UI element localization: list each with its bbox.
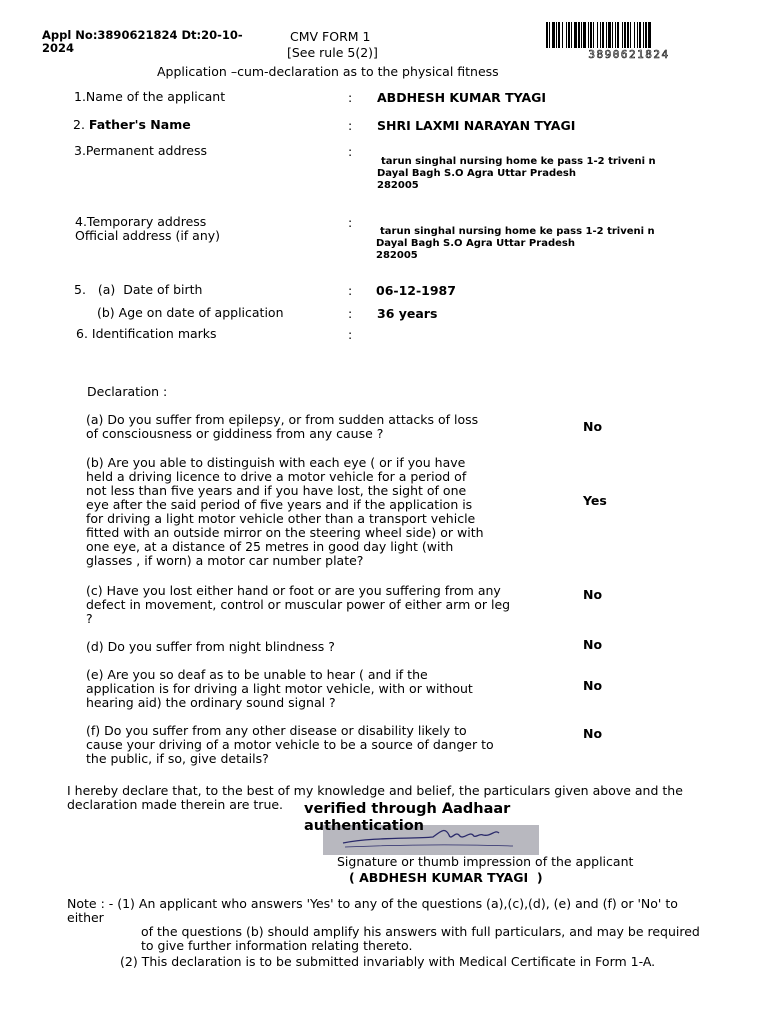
- question-c: (c) Have you lost either hand or foot or are you suffering from any defect in movement, control or muscular power of either arm or leg ?: [86, 583, 511, 626]
- temporary-address-label-text: 4.Temporary address: [75, 214, 207, 229]
- official-address-label: Official address (if any): [75, 228, 221, 243]
- permanent-address-label: 3.Permanent address: [74, 143, 207, 158]
- colon: :: [348, 90, 353, 105]
- identification-marks-label: 6. Identification marks: [76, 326, 217, 341]
- colon: :: [348, 283, 353, 298]
- colon: :: [348, 306, 353, 321]
- father-label-text: Father's Name: [88, 117, 191, 132]
- barcode-icon: [544, 22, 714, 60]
- answer-d: No: [583, 637, 603, 652]
- answer-a: No: [583, 419, 603, 434]
- dob-label: 5. (a) Date of birth: [74, 282, 203, 297]
- form-subtitle: Application –cum-declaration as to the physical fitness: [157, 64, 499, 79]
- barcode-number: 3890621824: [588, 48, 670, 60]
- colon: :: [348, 327, 353, 342]
- verified-text: verified through Aadhaar authentication: [304, 801, 511, 834]
- signature-caption: Signature or thumb impression of the applicant: [337, 854, 634, 869]
- signature-name: ( ABDHESH KUMAR TYAGI ): [349, 870, 543, 885]
- age-label: (b) Age on date of application: [97, 305, 284, 320]
- address-line: 282005: [377, 180, 419, 191]
- barcode: [544, 22, 714, 60]
- colon: :: [348, 144, 353, 159]
- note-1: Note : - (1) An applicant who answers 'Yes' to any of the questions (a),(c),(d), (e) and (f) or 'No' to either: [67, 896, 678, 925]
- form-title: CMV FORM 1: [290, 29, 371, 44]
- father-label: [73, 118, 191, 132]
- address-line: Dayal Bagh S.O Agra Uttar Pradesh: [377, 168, 576, 179]
- answer-c: No: [583, 587, 603, 602]
- question-e: (e) Are you so deaf as to be unable to hear ( and if the application is for driving a light motor vehicle, with or without hearing aid) the ordinary sound signal ?: [86, 667, 473, 710]
- question-a: (a) Do you suffer from epilepsy, or from sudden attacks of loss of consciousness or giddiness from any cause ?: [86, 412, 479, 441]
- father-value: SHRI LAXMI NARAYAN TYAGI: [377, 118, 576, 133]
- question-b: (b) Are you able to distinguish with each eye ( or if you have held a driving licence to drive a motor vehicle for a period of not less than five years and if you have lost, the sight of one eye after the said period of five years and if the application is for driving a light motor vehicle other than a transport vehicle fitted with an outside mirror on the steering wheel side) or with one eye, at a distance of 25 metres in good day light (with glasses , if worn) a motor car number plate?: [86, 455, 484, 568]
- address-line: tarun singhal nursing home ke pass 1-2 triveni n: [381, 156, 656, 167]
- dob-value: 06-12-1987: [376, 283, 456, 298]
- temporary-address-value: [376, 226, 655, 262]
- question-d: (d) Do you suffer from night blindness ?: [86, 639, 335, 654]
- rule-reference: [See rule 5(2)]: [287, 45, 378, 60]
- temporary-address-label: [75, 215, 220, 243]
- permanent-address-value: [377, 156, 656, 192]
- declaration-statement: I hereby declare that, to the best of my knowledge and belief, the particulars given above and the declaration made therein are true.: [67, 783, 683, 812]
- colon: :: [348, 215, 353, 230]
- answer-e: No: [583, 678, 603, 693]
- name-value: ABDHESH KUMAR TYAGI: [377, 90, 547, 105]
- note-2: (2) This declaration is to be submitted invariably with Medical Certificate in Form 1-A.: [120, 954, 656, 969]
- address-line: tarun singhal nursing home ke pass 1-2 triveni n: [380, 226, 655, 237]
- application-number: Appl No:3890621824 Dt:20-10-2024: [42, 28, 243, 55]
- answer-f: No: [583, 726, 603, 741]
- address-line: 282005: [376, 250, 418, 261]
- note-1-continued: of the questions (b) should amplify his answers with full particulars, and may be required to give further information relating thereto.: [141, 924, 700, 953]
- colon: :: [348, 118, 353, 133]
- address-line: Dayal Bagh S.O Agra Uttar Pradesh: [376, 238, 575, 249]
- name-label: 1.Name of the applicant: [74, 89, 226, 104]
- father-label-number: 2.: [73, 117, 85, 132]
- question-f: (f) Do you suffer from any other disease or disability likely to cause your driving of a motor vehicle to be a source of danger to the public, if so, give details?: [86, 723, 494, 766]
- age-value: 36 years: [377, 306, 438, 321]
- answer-b: Yes: [583, 493, 607, 508]
- declaration-heading: Declaration :: [87, 384, 168, 399]
